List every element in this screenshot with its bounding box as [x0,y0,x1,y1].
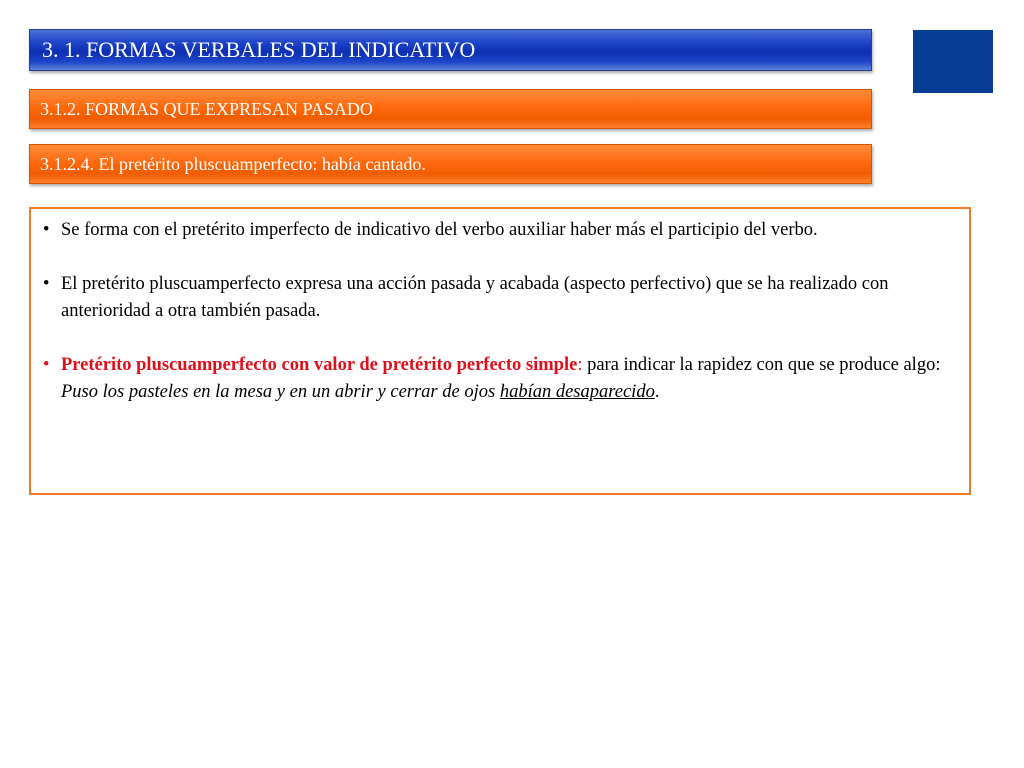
special-use-text: para indicar la rapidez con que se produce algo: [582,355,941,375]
example-sentence: Puso los pasteles en la mesa y en un abrir y cerrar de ojos [61,382,500,402]
corner-decoration [913,30,993,93]
content-box [29,207,971,495]
bullet-formation [43,217,957,244]
bullet-special-use [43,352,957,406]
bullet-meaning-text: El pretérito pluscuamperfecto expresa una acción pasada y acabada (aspecto perfectivo) que se ha realizado con anterioridad a otra también pasada. [61,274,889,321]
section-title: 3.1.2. FORMAS QUE EXPRESAN PASADO [40,98,373,119]
special-use-colon: : [577,355,583,375]
bullet-formation-text: Se forma con el pretérito imperfecto de indicativo del verbo auxiliar haber más el participio del verbo. [61,220,818,240]
slide-title-bar [29,29,872,71]
special-use-heading: Pretérito pluscuamperfecto con valor de pretérito perfecto simple [61,355,578,375]
bullet-meaning [43,271,957,325]
subsection-title-bar [29,144,872,184]
subsection-title: 3.1.2.4. El pretérito pluscuamperfecto: había cantado. [40,153,426,174]
example-end: . [654,382,660,402]
example-underlined: habían desaparecido [499,382,655,402]
section-title-bar [29,89,872,129]
slide-title: 3. 1. FORMAS VERBALES DEL INDICATIVO [42,37,476,62]
